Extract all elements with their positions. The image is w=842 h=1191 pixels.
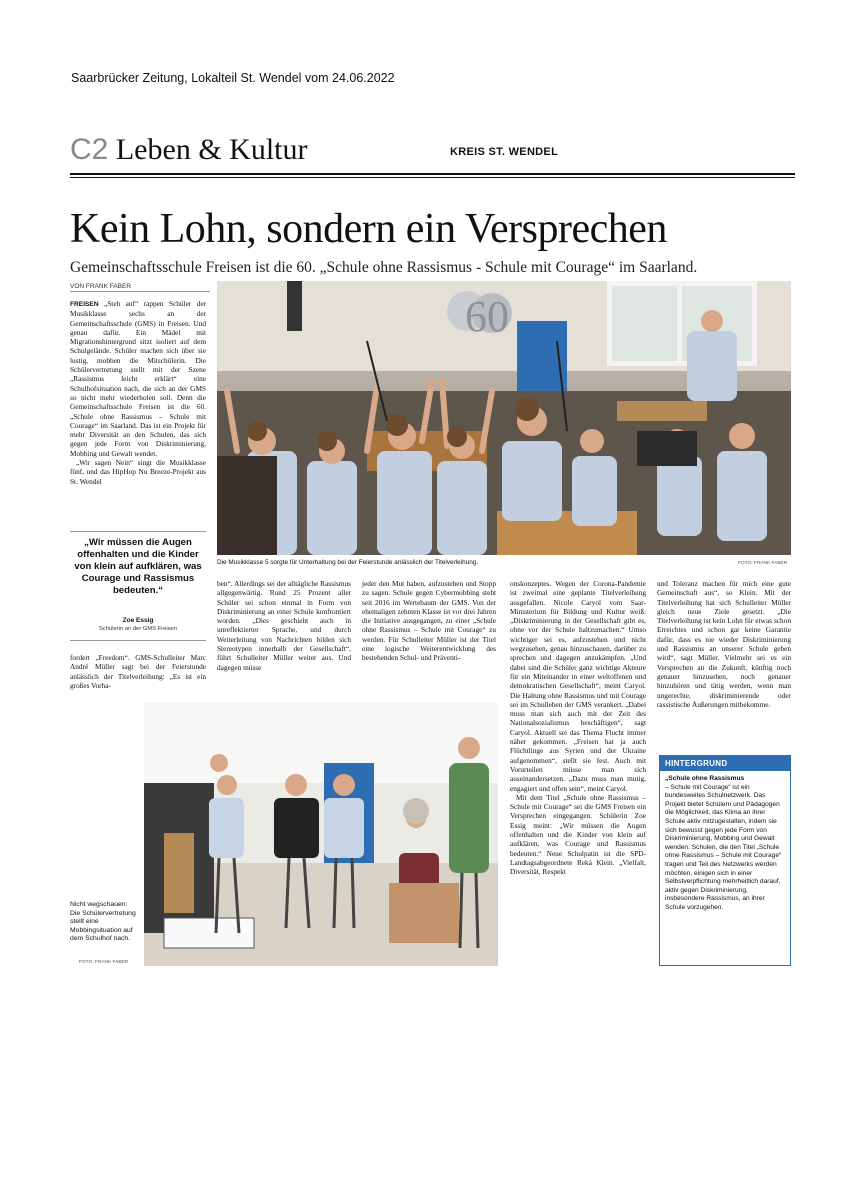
photo-1-credit: FOTO: FRANK FABER <box>738 561 788 566</box>
byline-rule <box>70 291 210 292</box>
photo-mobbing-scene <box>144 703 498 966</box>
info-box-text: – Schule mit Courage“ ist ein bundesweites Schulnetzwerk. Das Projekt bietet Schülern und Pädagogen die Möglichkeit, das Klima an ihrer Schule aktiv mitzugestalten, indem sie sich bewusst gegen jede Form von Diskriminierung, Mobbing und Gewalt wenden. Schulen, die den Titel „Schule ohne Rassismus – Schule mit Courage“ tragen und Teil des Netzwerks werden möchten, einigen sich in einer Selbstverpflichtung mehrheitlich darauf, aktiv gegen Diskriminierung, insbesondere Rassismus, an ihrer Schule vorzugehen. <box>665 783 782 911</box>
column-4-text-2: Mit dem Titel „Schule ohne Rassismus – Schule mit Courage“ sei die GMS Freisen ein Versprechen eingegangen. Schülerin Zoe Essig meint: „Wir müssen die Augen offenhalten und die Kinder von klein auf aufklären, was Courage und Rassismus bedeuten.“ Neue Schulpatin ist die SPD-Landtagsabgeordnete Rekà Klein. „Vielfalt, Diversität, Respekt <box>510 792 646 877</box>
header-rule <box>70 173 795 175</box>
dateline: FREISEN <box>70 301 99 308</box>
source-line: Saarbrücker Zeitung, Lokalteil St. Wendel vom 24.06.2022 <box>71 71 395 85</box>
section-header <box>70 133 307 167</box>
pull-quote: „Wir müssen die Augen offenhalten und die Kinder von klein auf aufklären, was Courage und Rassismus bedeuten.“ <box>74 537 202 596</box>
article-headline: Kein Lohn, sondern ein Versprechen <box>70 206 667 252</box>
column-4-text: onskonzeptes. Wegen der Corona-Pandemie ist zweimal eine geplante Titelverleihung ausgefallen. Nicole Caryol vom Saar-Ministerium für Bildung und Kultur weiß: „Diskriminierung in der Gesellschaft gibt es, ohne vor der Schule haltzumachen.“ Umso wichtiger sei es, aufzustehen und nicht wegzusehen, genau hinzuschauen, darüber zu sprechen und dagegen anzukämpfen. „Und dabei sind die Schüler ganz wichtige Akteure für ein Miteinander in einer weltoffenen und demokratischen Gesellschaft“, meint Caryol. Die Haltung ohne Rassismus und mit Courage sei im Schulleben der GMS verankert. „Dabei muss man sich auch mit der Zeit des Nationalsozialismus beschäftigen“, sagt Caryol. Aktuell sei das Thema Flucht immer näher gekommen. „Freisen hat ja auch Flüchtlinge aus Syrien und der Ukraine aufgenommen“, stellt sie fest. Auch mit Vorurteilen müsse man sich auseinandersetzen. „Dazu muss man mutig, engagiert und offen sein“, meint Caryol. <box>510 579 646 793</box>
balloon-number: 60 <box>465 292 509 341</box>
article-column-5: und Toleranz machen für mich eine gute Gemeinschaft aus“, so Klein. Mit der Titelverleihung hat sich Schulleiter Müller gleich neue Ziele gesetzt. „Die Titelverleihung ist kein Lohn für etwas schon Erreichtes und schon gar keine Garantie dafür, dass es nie wieder Diskriminierung und Rassismus an unserer Schule geben wird“, sagt Müller. Vielmehr sei es ein Versprechen an die Zukunft, künftig noch genauer hinzusehen, noch genauer hinzuhören und tätig werden, wenn man ungerechte, diskriminierende oder rassistische Äußerungen mitbekomme. <box>657 579 791 709</box>
article-column-3: jeder den Mut haben, aufzustehen und Stopp zu sagen. Schule gegen Cybermobbing steht seit 2016 im Wertebaum der GMS. Von der ehemaligen zehnten Klasse ist vor drei Jahren die Initiative ausgegangen, zu einer „Schule ohne Rassismus – Schule mit Courage“ zu werden. Für Schulleiter Müller ist der Titel eine logische Weiterentwicklung des bestehenden Schul- und Präventi- <box>362 579 496 663</box>
article-column-1 <box>70 299 206 486</box>
article-subheadline: Gemeinschaftsschule Freisen ist die 60. „Schule ohne Rassismus - Schule mit Courage“ im Saarland. <box>70 259 698 276</box>
section-name: Leben & Kultur <box>115 133 308 166</box>
info-box-body <box>660 771 790 917</box>
quote-rule-top <box>70 531 206 532</box>
column-1-continued: fordert „Freedom“. GMS-Schulleiter Marc André Müller sagt bei der Feierstunde anlässlich der Titelverleihung: „Es ist ein großes Vorha- <box>70 653 206 690</box>
header-rule-thin <box>70 177 795 178</box>
info-box <box>659 755 791 966</box>
photo-2-caption: Nicht wegschauen: Die Schülervertretung stellt eine Mobbingsituation auf dem Schulhof nach. <box>70 901 136 943</box>
quote-rule-bottom <box>70 640 206 641</box>
info-box-heading: HINTERGRUND <box>660 756 790 771</box>
pull-quote-role: Schülerin an der GMS Freisen <box>99 626 177 632</box>
music-class-illustration <box>217 281 791 555</box>
photo-1-caption: Die Musikklasse 5 sorgte für Unterhaltung bei der Feierstunde anlässlich der Titelverleihung. <box>217 559 479 566</box>
section-number: C2 <box>70 133 109 166</box>
photo-music-class <box>217 281 791 555</box>
section-region: KREIS ST. WENDEL <box>450 146 559 158</box>
column-1-text-2: „Wir sagen Nein“ singt die Musikklasse fünf, und das HipHop Nu Breeze-Projekt aus St. Wendel <box>70 458 206 486</box>
article-column-2: ben“. Allerdings sei der alltägliche Rassismus allgegenwärtig. Rund 25 Prozent aller Schüler sei schon einmal in Form von Diskriminierung an einer Schule konfrontiert worden. „Dies geschieht auch in unreflektierter Sprache, und durch Weiterleitung von Nachrichten bilden sich Stereotypen innerhalb der Gesellschaft“, führt Schulleiter Müller weiter aus. Und dagegen müsse <box>217 579 351 672</box>
article-column-4 <box>510 579 646 877</box>
photo-2-credit: FOTO: FRANK FABER <box>79 960 129 965</box>
article-byline: VON FRANK FABER <box>70 283 132 290</box>
info-box-lead: „Schule ohne Rassismus <box>665 775 745 782</box>
column-1-text: „Steh auf“ rappen Schüler der Musikklasse sechs an der Gemeinschaftsschule (GMS) in Freisen. Und genau dafür. Ein Mädel mit Migrationshintergrund sitzt isoliert auf dem Schulgelände. Schüler machen sich über sie lustig, mobben die Mitschülerin. Die Schülervertretung stellt mit der Szene „Rassismus leicht erklärt“ eine Schulhofsituation nach, die sich an der GMS so nicht mehr wiederholen soll. Denn die Gemeinschaftsschule Freisen ist die 60. „Schule ohne Rassismus – Schule mit Courage“ im Saarland. Das ist ein Projekt für mehr Diversität an den Schulen, das sich gegen jede Form von Diskriminierung, Mobbing und Gewalt wendet. <box>70 299 206 458</box>
mobbing-scene-illustration <box>144 703 498 966</box>
pull-quote-author: Zoe Essig <box>122 617 154 624</box>
